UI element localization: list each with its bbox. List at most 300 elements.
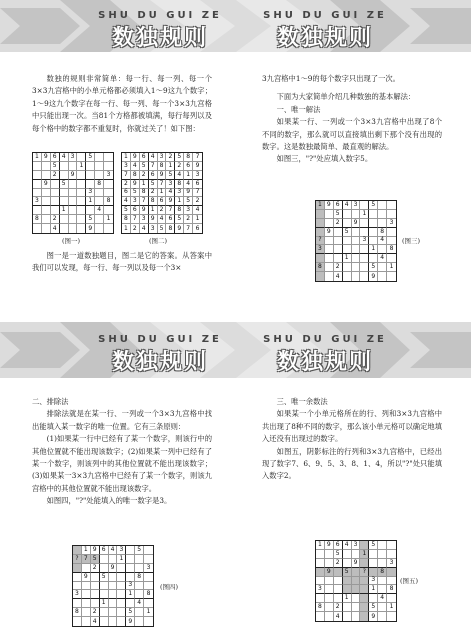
sudoku-cell: 5 <box>51 162 60 171</box>
sudoku-cell <box>343 559 352 568</box>
sudoku-cell: 2 <box>51 215 60 224</box>
sudoku-cell <box>352 254 361 263</box>
sudoku-cell <box>334 245 343 254</box>
figure-caption: (图一) <box>62 237 81 245</box>
sudoku-cell <box>95 197 104 206</box>
sudoku-cell: 3 <box>369 577 378 586</box>
sudoku-cell <box>109 608 118 617</box>
sudoku-cell <box>316 219 325 228</box>
sudoku-cell: 1 <box>387 263 396 272</box>
sudoku-cell <box>109 555 118 564</box>
sudoku-cell: 6 <box>100 546 109 555</box>
sudoku-cell <box>387 541 396 550</box>
sudoku-cell <box>95 224 104 233</box>
sudoku-cell <box>325 219 334 228</box>
sudoku-cell <box>343 585 352 594</box>
sudoku-cell <box>343 603 352 612</box>
sudoku-cell: 9 <box>175 224 184 233</box>
sudoku-cell <box>86 206 95 215</box>
sudoku-cell: 4 <box>135 599 144 608</box>
sudoku-cell: 3 <box>352 201 361 210</box>
header-left <box>90 334 230 376</box>
sudoku-cell <box>77 153 86 162</box>
sudoku-cell: 3 <box>158 153 167 162</box>
sudoku-cell: 6 <box>195 224 200 232</box>
sudoku-puzzle-grid <box>32 152 114 234</box>
sudoku-cell: 4 <box>378 594 387 603</box>
figure-caption: (图二) <box>149 237 168 245</box>
sudoku-cell: 1 <box>33 153 42 162</box>
sudoku-cell <box>60 189 69 198</box>
sudoku-cell: 9 <box>126 617 135 626</box>
sudoku-cell <box>316 577 325 586</box>
sudoku-cell: 5 <box>369 201 378 210</box>
sudoku-cell: 1 <box>60 206 69 215</box>
sudoku-cell <box>316 612 325 621</box>
sudoku-cell: 6 <box>122 189 131 198</box>
sudoku-cell <box>378 219 387 228</box>
sudoku-cell <box>104 224 113 233</box>
sudoku-cell <box>109 617 118 626</box>
sudoku-figure5-grid <box>315 540 397 622</box>
sudoku-cell <box>369 254 378 263</box>
right-column-text <box>262 73 442 166</box>
sudoku-cell <box>86 180 95 189</box>
sudoku-cell <box>60 171 69 180</box>
sudoku-cell: 2 <box>91 608 100 617</box>
sudoku-cell: 3 <box>316 245 325 254</box>
sudoku-cell <box>360 254 369 263</box>
sudoku-cell: 5 <box>100 573 109 582</box>
sudoku-cell: 4 <box>60 153 69 162</box>
sudoku-cell <box>73 573 82 582</box>
sudoku-cell <box>69 224 78 233</box>
sudoku-figure4-grid <box>72 545 154 627</box>
sudoku-cell <box>82 617 91 626</box>
sudoku-cell <box>387 228 396 237</box>
sudoku-cell <box>325 603 334 612</box>
sudoku-cell: 5 <box>369 541 378 550</box>
sudoku-cell <box>360 245 369 254</box>
sudoku-cell: 5 <box>166 171 175 180</box>
sudoku-cell <box>82 590 91 599</box>
sudoku-cell <box>352 585 361 594</box>
sudoku-cell <box>316 568 325 577</box>
sudoku-cell: 5 <box>184 197 193 206</box>
sudoku-cell: 1 <box>104 215 113 224</box>
sudoku-cell <box>369 219 378 228</box>
sudoku-cell: 8 <box>104 197 113 206</box>
sudoku-cell <box>100 582 109 591</box>
sudoku-cell: ? <box>73 555 82 564</box>
sudoku-cell: 6 <box>51 153 60 162</box>
sudoku-cell <box>33 171 42 180</box>
sudoku-cell <box>369 550 378 559</box>
sudoku-cell: 3 <box>184 206 193 215</box>
sudoku-cell: 4 <box>95 206 104 215</box>
sudoku-cell: 6 <box>334 201 343 210</box>
sudoku-cell: 4 <box>109 546 118 555</box>
sudoku-cell <box>117 582 126 591</box>
sudoku-cell: 4 <box>91 617 100 626</box>
sudoku-cell <box>95 162 104 171</box>
sudoku-cell: 5 <box>140 162 149 171</box>
sudoku-cell <box>126 573 135 582</box>
header-pinyin: SHU DU GUI ZE <box>98 10 222 21</box>
sudoku-cell: 2 <box>334 263 343 272</box>
sudoku-cell: 9 <box>69 171 78 180</box>
sudoku-cell <box>51 189 60 198</box>
sudoku-cell: 5 <box>158 224 167 233</box>
sudoku-cell <box>135 555 144 564</box>
sudoku-cell <box>82 599 91 608</box>
sudoku-cell <box>95 153 104 162</box>
sudoku-cell <box>325 237 334 246</box>
sudoku-cell <box>117 608 126 617</box>
sudoku-cell: 3 <box>144 564 153 573</box>
sudoku-cell <box>343 245 352 254</box>
sudoku-cell: 9 <box>131 180 140 189</box>
sudoku-cell <box>77 180 86 189</box>
sudoku-cell: 6 <box>131 206 140 215</box>
sudoku-cell <box>352 594 361 603</box>
sudoku-cell <box>135 608 144 617</box>
sudoku-cell <box>60 215 69 224</box>
sudoku-cell <box>352 210 361 219</box>
sudoku-cell <box>60 224 69 233</box>
sudoku-cell <box>100 564 109 573</box>
method3-text: 如果某一个小单元格所在的行、列和3×3九宫格中共出现了8种不同的数字，那么该小单元格可以确定地填入还没有出现过的数字。 <box>262 409 442 444</box>
sudoku-cell <box>91 573 100 582</box>
sudoku-cell <box>104 189 113 198</box>
sudoku-cell <box>316 254 325 263</box>
sudoku-cell: 7 <box>158 180 167 189</box>
sudoku-cell <box>104 180 113 189</box>
sudoku-cell <box>378 272 387 281</box>
sudoku-cell: 7 <box>193 153 202 162</box>
sudoku-cell <box>325 272 334 281</box>
method2-text: 排除法就是在某一行、一列或一个3×3九宫格中找出能填入某一数字的唯一位置。它有三条原则： <box>32 409 212 431</box>
sudoku-cell: 9 <box>140 206 149 215</box>
sudoku-cell <box>360 541 369 550</box>
sudoku-cell <box>144 599 153 608</box>
sudoku-cell <box>82 582 91 591</box>
method3-example: 如图五，阴影标注的行列和3×3九宫格中，已经出现了数字7、6、9、5、3、8、1、4，所以"?"处只能填入数字2。 <box>262 446 442 481</box>
sudoku-cell <box>69 197 78 206</box>
sudoku-cell: 3 <box>352 541 361 550</box>
sudoku-cell <box>387 594 396 603</box>
sudoku-cell: 2 <box>122 180 131 189</box>
sudoku-cell <box>104 162 113 171</box>
sudoku-cell <box>387 612 396 621</box>
sudoku-cell <box>360 612 369 621</box>
sudoku-cell: 1 <box>158 189 167 198</box>
sudoku-cell <box>378 559 387 568</box>
sudoku-cell <box>334 568 343 577</box>
sudoku-cell <box>42 215 51 224</box>
sudoku-cell <box>109 590 118 599</box>
sudoku-cell: 1 <box>316 201 325 210</box>
header-left <box>90 10 230 52</box>
sudoku-cell: 1 <box>77 162 86 171</box>
sudoku-cell <box>343 577 352 586</box>
sudoku-cell: 2 <box>334 603 343 612</box>
sudoku-cell <box>42 162 51 171</box>
sudoku-cell <box>95 171 104 180</box>
sudoku-cell: 3 <box>73 590 82 599</box>
continued-text: 3九宫格中1～9的每个数字只出现了一次。 <box>262 74 400 83</box>
method3-section <box>262 396 442 483</box>
sudoku-cell: 1 <box>126 590 135 599</box>
sudoku-cell <box>135 564 144 573</box>
sudoku-cell: 2 <box>184 215 193 224</box>
sudoku-cell: 8 <box>140 189 149 198</box>
sudoku-cell <box>117 599 126 608</box>
sudoku-cell: 1 <box>122 153 131 162</box>
sudoku-cell <box>352 245 361 254</box>
sudoku-cell <box>117 573 126 582</box>
sudoku-cell: 3 <box>131 197 140 206</box>
method2-example: 如图四，"?"处能填入的唯一数字是3。 <box>46 496 172 506</box>
sudoku-cell: 4 <box>131 162 140 171</box>
sudoku-cell: 8 <box>135 573 144 582</box>
sudoku-cell: 4 <box>140 224 149 233</box>
sudoku-cell <box>77 171 86 180</box>
sudoku-cell <box>325 245 334 254</box>
sudoku-cell <box>360 559 369 568</box>
sudoku-cell: 6 <box>140 153 149 162</box>
sudoku-cell <box>135 582 144 591</box>
sudoku-cell: 1 <box>86 197 95 206</box>
sudoku-cell: 3 <box>193 171 202 180</box>
sudoku-cell <box>343 237 352 246</box>
sudoku-cell: 7 <box>131 215 140 224</box>
header-title: 数独规则 <box>111 26 208 51</box>
sudoku-cell: 4 <box>166 189 175 198</box>
sudoku-cell <box>325 210 334 219</box>
sudoku-cell: 8 <box>73 608 82 617</box>
sudoku-cell: 7 <box>149 162 158 171</box>
sudoku-cell: 2 <box>334 559 343 568</box>
sudoku-cell <box>334 585 343 594</box>
figure-caption: (图三) <box>402 237 421 245</box>
header-title: 数独规则 <box>111 350 208 375</box>
sudoku-cell: 9 <box>352 219 361 228</box>
sudoku-cell <box>387 201 396 210</box>
sudoku-cell: 2 <box>140 171 149 180</box>
sudoku-cell: 5 <box>86 215 95 224</box>
sudoku-cell: 1 <box>184 171 193 180</box>
sudoku-cell <box>387 237 396 246</box>
sudoku-cell <box>378 577 387 586</box>
sudoku-cell: 9 <box>42 153 51 162</box>
sudoku-cell: 6 <box>193 180 202 189</box>
sudoku-cell <box>144 617 153 626</box>
sudoku-cell <box>51 206 60 215</box>
sudoku-cell <box>77 224 86 233</box>
sudoku-cell <box>33 162 42 171</box>
sudoku-cell <box>77 215 86 224</box>
sudoku-cell: 1 <box>140 180 149 189</box>
sudoku-cell <box>126 555 135 564</box>
sudoku-cell: 8 <box>387 245 396 254</box>
sudoku-cell <box>369 594 378 603</box>
sudoku-cell: 5 <box>149 180 158 189</box>
sudoku-cell: 4 <box>51 224 60 233</box>
sudoku-cell <box>126 599 135 608</box>
sudoku-cell <box>316 559 325 568</box>
sudoku-cell <box>51 180 60 189</box>
sudoku-cell: 9 <box>109 564 118 573</box>
sudoku-cell <box>334 228 343 237</box>
sudoku-cell: 3 <box>140 215 149 224</box>
sudoku-cell: 9 <box>369 272 378 281</box>
sudoku-cell <box>378 210 387 219</box>
sudoku-cell <box>77 189 86 198</box>
sudoku-cell <box>42 189 51 198</box>
sudoku-cell <box>378 245 387 254</box>
sudoku-cell <box>343 219 352 228</box>
sudoku-cell <box>352 577 361 586</box>
sudoku-cell <box>369 228 378 237</box>
sudoku-cell: 4 <box>378 254 387 263</box>
sudoku-cell: 5 <box>131 189 140 198</box>
sudoku-cell <box>73 582 82 591</box>
sudoku-cell: 5 <box>343 228 352 237</box>
sudoku-cell: 4 <box>334 612 343 621</box>
sudoku-cell <box>104 153 113 162</box>
sudoku-cell: 6 <box>184 162 193 171</box>
sudoku-cell <box>316 272 325 281</box>
sudoku-cell: 2 <box>334 219 343 228</box>
sudoku-cell: 1 <box>343 594 352 603</box>
sudoku-cell <box>316 210 325 219</box>
method2-section <box>32 396 212 508</box>
sudoku-cell: 3 <box>126 582 135 591</box>
sudoku-cell <box>91 590 100 599</box>
sudoku-cell: 1 <box>149 206 158 215</box>
sudoku-cell <box>378 550 387 559</box>
method1-title: 一、唯一解法 <box>276 104 321 114</box>
sudoku-cell <box>100 617 109 626</box>
sudoku-cell <box>82 608 91 617</box>
sudoku-cell <box>360 263 369 272</box>
sudoku-cell <box>104 206 113 215</box>
sudoku-cell <box>352 550 361 559</box>
sudoku-cell <box>360 219 369 228</box>
sudoku-cell: 8 <box>122 215 131 224</box>
sudoku-cell: 3 <box>387 559 396 568</box>
sudoku-cell <box>100 590 109 599</box>
sudoku-cell <box>82 564 91 573</box>
sudoku-cell: 3 <box>316 585 325 594</box>
sudoku-cell <box>144 546 153 555</box>
sudoku-cell <box>352 568 361 577</box>
sudoku-cell <box>360 272 369 281</box>
sudoku-cell: ? <box>316 237 325 246</box>
sudoku-cell <box>325 577 334 586</box>
sudoku-cell <box>73 564 82 573</box>
sudoku-cell: 5 <box>343 568 352 577</box>
sudoku-cell <box>325 612 334 621</box>
sudoku-cell: 1 <box>122 224 131 233</box>
chevron-pattern <box>0 0 471 52</box>
sudoku-cell <box>387 568 396 577</box>
sudoku-cell <box>77 197 86 206</box>
header-title: 数独规则 <box>276 350 373 375</box>
sudoku-cell <box>325 585 334 594</box>
sudoku-cell <box>369 559 378 568</box>
sudoku-cell: 8 <box>378 228 387 237</box>
header-pinyin: SHU DU GUI ZE <box>263 334 387 345</box>
sudoku-cell: 4 <box>158 215 167 224</box>
sudoku-cell: 8 <box>387 585 396 594</box>
sudoku-cell: 1 <box>144 608 153 617</box>
sudoku-cell <box>69 206 78 215</box>
sudoku-cell <box>95 189 104 198</box>
sudoku-cell: 5 <box>369 263 378 272</box>
header-right <box>255 334 395 376</box>
sudoku-cell <box>135 617 144 626</box>
sudoku-cell <box>100 608 109 617</box>
sudoku-cell: 7 <box>140 197 149 206</box>
sudoku-cell <box>360 585 369 594</box>
header-pinyin: SHU DU GUI ZE <box>263 10 387 21</box>
sudoku-cell <box>360 594 369 603</box>
sudoku-cell <box>352 612 361 621</box>
sudoku-cell <box>334 594 343 603</box>
sudoku-cell: 1 <box>316 541 325 550</box>
sudoku-cell: 1 <box>193 215 202 224</box>
sudoku-cell <box>73 599 82 608</box>
intro-paragraph: 数独的规则非常简单：每一行、每一列、每一个3×3九宫格中的小单元格都必须填入1～9这九个数字；1～9这九个数字在每一行、每一列、每一个3×3九宫格中只能出现一次。当81个方格都被填满，每行每列以及每个格中的数字都不重复时，你就过关了！如下图： <box>32 74 212 133</box>
sudoku-cell <box>69 180 78 189</box>
sudoku-cell <box>325 263 334 272</box>
sudoku-cell: 5 <box>175 215 184 224</box>
sudoku-cell: 3 <box>149 224 158 233</box>
sudoku-cell: 8 <box>131 171 140 180</box>
sudoku-cell <box>33 206 42 215</box>
sudoku-answer-grid <box>121 152 203 234</box>
sudoku-cell: 3 <box>387 219 396 228</box>
sudoku-cell: 5 <box>334 210 343 219</box>
sudoku-cell: 7 <box>122 171 131 180</box>
sudoku-cell: 9 <box>158 171 167 180</box>
sudoku-cell <box>144 582 153 591</box>
sudoku-cell: 1 <box>100 599 109 608</box>
sudoku-cell: 7 <box>82 555 91 564</box>
sudoku-cell: 2 <box>51 171 60 180</box>
sudoku-cell: 8 <box>149 197 158 206</box>
methods-intro: 下面为大家简单介绍几种数独的基本解法： <box>276 92 416 102</box>
sudoku-cell: 1 <box>166 162 175 171</box>
sudoku-cell <box>360 228 369 237</box>
sudoku-cell <box>42 171 51 180</box>
explain-paragraph: 图一是一道数独题目，图二是它的答案。从答案中我们可以发现，每一行、每一列以及每一个3× <box>32 251 212 273</box>
sudoku-cell: 8 <box>33 215 42 224</box>
sudoku-cell <box>69 215 78 224</box>
sudoku-cell: 3 <box>117 546 126 555</box>
sudoku-cell: 4 <box>149 153 158 162</box>
header-right <box>255 10 395 52</box>
sudoku-cell <box>60 197 69 206</box>
sudoku-cell <box>378 541 387 550</box>
sudoku-cell <box>325 550 334 559</box>
method2-rules: (1)如果某一行中已经有了某一个数字，则该行中的其他位置就不能出现该数字；(2)如果某一列中已经有了某一个数字，则该列中的其他位置就不能出现该数字；(3)如果某一3×3九宫格中已经有了某一个数字，则该九宫格中的其他位置就不能出现该数字。 <box>32 434 212 493</box>
sudoku-cell: 2 <box>149 189 158 198</box>
sudoku-cell: 8 <box>144 590 153 599</box>
sudoku-cell: 9 <box>166 197 175 206</box>
